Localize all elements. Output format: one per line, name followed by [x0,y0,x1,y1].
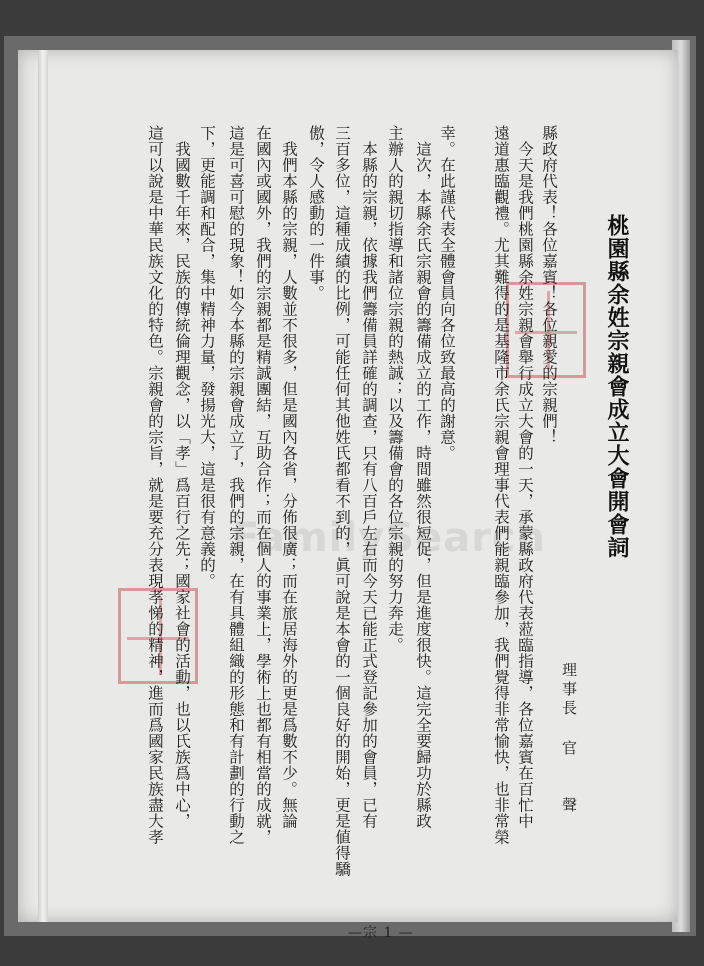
text-column-4: 幸。在此謹代表全體會員向各位致最高的謝意。 [438,125,456,461]
text-column-12: 這是可喜可慰的現象！如今本縣的宗親會成立了，我們的宗親，在有具體組織的形態和有計劃的行動之 [227,125,245,845]
familysearch-watermark: FamilySearch [232,515,546,561]
page-number: —宗 1 — [348,925,414,941]
author-role: 理事長 [560,662,578,719]
text-column-1: 縣政府代表！各位嘉賓！各位親愛的宗親們！ [540,125,558,445]
text-column-15: 這可以說是中華民族文化的特色。宗親會的宗旨，就是要充分表現孝悌的精神，進而爲國家民族盡大孝 [146,125,164,845]
text-column-9: 傲，令人感動的一件事。 [307,125,325,301]
author-name: 官 聲 [560,740,578,816]
text-column-7: 本縣的宗親，依據我們籌備員詳確的調查，只有八百戶左右而今天已能正式登記參加的會員，已有 [360,125,378,829]
text-column-3: 遠道惠臨觀禮。尤其難得的是基隆市余氏宗親會理事代表們能親臨參加，我們覺得非常愉快，也非常榮 [492,125,510,845]
text-column-10: 我們本縣的宗親，人數並不很多，但是國內各省，分佈很廣；而在旅居海外的更是爲數不少。無論 [280,125,298,829]
text-column-14: 我國數千年來，民族的傳統倫理觀念，以「孝」爲百行之先；國家社會的活動，也以氏族爲中心， [173,125,191,829]
text-column-2: 今天是我們桃園縣余姓宗親會舉行成立大會的一天，承蒙縣政府代表蒞臨指導，各位嘉賓在百忙中 [516,125,534,829]
text-column-5: 這次，本縣余氏宗親會的籌備成立的工作，時間雖然很短促，但是進度很快。這完全要歸功於縣政 [414,125,432,829]
page-spine [38,50,48,922]
document-page [18,50,678,941]
text-column-11: 在國內或國外，我們的宗親都是精誠團結，互助合作；而在個人的事業上，學術上也都有相當的成就， [254,125,272,845]
text-column-8: 三百多位，這種成績的比例，可能任何其他姓氏都看不到的，眞可說是本會的一個良好的開始，更是値得驕 [333,125,351,877]
page-title: 桃園縣余姓宗親會成立大會開會詞 [604,214,630,559]
text-column-6: 主辦人的親切指導和諸位宗親的熱誠；以及籌備會的各位宗親的努力奔走。 [386,125,404,653]
text-column-13: 下，更能調和配合，集中精神力量，發揚光大，這是很有意義的。 [198,125,216,589]
